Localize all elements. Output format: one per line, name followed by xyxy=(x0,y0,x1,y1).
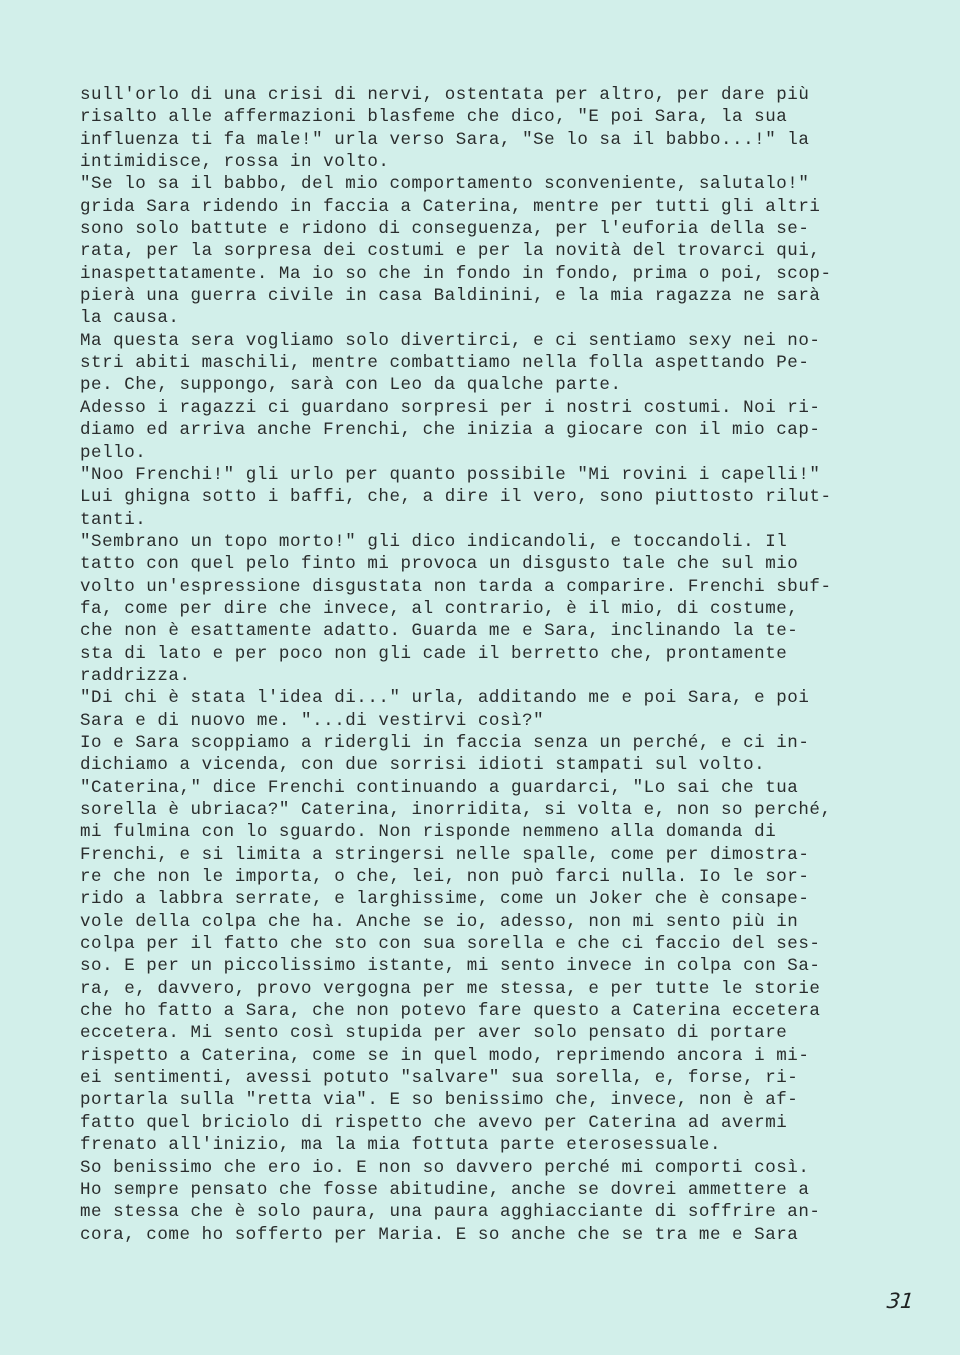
text-line: risalto alle affermazioni blasfeme che dico, "E poi Sara, la sua xyxy=(80,107,788,128)
text-line: mi fulmina con lo sguardo. Non risponde nemmeno alla domanda di xyxy=(80,822,777,843)
page-number: 31 xyxy=(885,1289,915,1313)
text-line: fa, come per dire che invece, al contrario, è il mio, di costume, xyxy=(80,598,799,619)
text-line: Ma questa sera vogliamo solo divertirci, e ci sentiamo sexy nei no- xyxy=(80,330,821,351)
text-line: Io e Sara scoppiamo a ridergli in faccia senza un perché, e ci in- xyxy=(80,732,810,753)
text-line: dichiamo a vicenda, con due sorrisi idioti stampati sul volto. xyxy=(80,755,766,776)
text-line: ei sentimenti, avessi potuto "salvare" sua sorella, e, forse, ri- xyxy=(80,1068,799,1089)
text-line: ra, e, davvero, provo vergogna per me stessa, e per tutte le storie xyxy=(80,978,821,999)
text-line: "Di chi è stata l'idea di..." urla, additando me e poi Sara, e poi xyxy=(80,688,810,709)
text-line: "Se lo sa il babbo, del mio comportamento sconveniente, salutalo!" xyxy=(80,174,810,195)
text-line: diamo ed arriva anche Frenchi, che inizia a giocare con il mio cap- xyxy=(80,420,821,441)
text-line: colpa per il fatto che sto con sua sorella e che ci faccio del ses- xyxy=(80,934,821,955)
text-line: pello. xyxy=(80,442,147,463)
text-line: tatto con quel pelo finto mi provoca un disgusto tale che sul mio xyxy=(80,554,799,575)
text-line: volto un'espressione disgustata non tarda a comparire. Frenchi sbuf- xyxy=(80,576,832,597)
text-line: frenato all'inizio, ma la mia fottuta parte eterosessuale. xyxy=(80,1135,721,1156)
text-line: Lui ghigna sotto i baffi, che, a dire il vero, sono piuttosto rilut- xyxy=(80,487,832,508)
text-line: sull'orlo di una crisi di nervi, ostentata per altro, per dare più xyxy=(80,85,810,105)
typewritten-text-body xyxy=(80,84,890,1246)
text-line: Frenchi, e si limita a stringersi nelle spalle, come per dimostra- xyxy=(80,844,810,865)
text-line: che non è esattamente adatto. Guarda me e Sara, inclinando la te- xyxy=(80,621,799,642)
text-line: rispetto a Caterina, come se in quel modo, reprimendo ancora i mi- xyxy=(80,1045,810,1066)
text-line: grida Sara ridendo in faccia a Caterina, mentre per tutti gli altri xyxy=(80,196,821,217)
text-line: "Noo Frenchi!" gli urlo per quanto possibile "Mi rovini i capelli!" xyxy=(80,464,821,485)
text-line: So benissimo che ero io. E non so davvero perché mi comporti così. xyxy=(80,1157,810,1178)
text-line: pe. Che, suppongo, sarà con Leo da qualche parte. xyxy=(80,375,622,396)
text-line: Ho sempre pensato che fosse abitudine, anche se dovrei ammettere a xyxy=(80,1179,810,1200)
text-line: tanti. xyxy=(80,509,147,530)
text-line: intimidisce, rossa in volto. xyxy=(80,152,390,173)
text-line: raddrizza. xyxy=(80,665,191,686)
text-line: re che non le importa, o che, lei, non può farci nulla. Io le sor- xyxy=(80,867,810,888)
text-line: "Sembrano un topo morto!" gli dico indicandoli, e toccandoli. Il xyxy=(80,531,788,552)
text-line: Sara e di nuovo me. "...di vestirvi così?" xyxy=(80,710,545,731)
text-line: "Caterina," dice Frenchi continuando a guardarci, "Lo sai che tua xyxy=(80,777,799,798)
text-line: so. E per un piccolissimo istante, mi sento invece in colpa con Sa- xyxy=(80,956,821,977)
text-line: eccetera. Mi sento così stupida per aver solo pensato di portare xyxy=(80,1023,788,1044)
text-line: fatto quel briciolo di rispetto che avevo per Caterina ad avermi xyxy=(80,1112,788,1133)
text-line: sorella è ubriaca?" Caterina, inorridita, si volta e, non so perché, xyxy=(80,800,832,820)
text-line: che ho fatto a Sara, che non potevo fare questo a Caterina eccetera xyxy=(80,1001,821,1022)
text-line: sono solo battute e ridono di conseguenza, per l'euforia della se- xyxy=(80,219,810,240)
text-line: inaspettatamente. Ma io so che in fondo in fondo, prima o poi, scop- xyxy=(80,263,832,284)
text-line: influenza ti fa male!" urla verso Sara, "Se lo sa il babbo...!" la xyxy=(80,129,810,150)
text-line: cora, come ho sofferto per Maria. E so anche che se tra me e Sara xyxy=(80,1224,799,1245)
text-line: rata, per la sorpresa dei costumi e per la novità del trovarci qui, xyxy=(80,241,821,262)
text-line: la causa. xyxy=(80,308,180,329)
text-line: pierà una guerra civile in casa Baldinini, e la mia ragazza ne sarà xyxy=(80,286,821,307)
text-line: vole della colpa che ha. Anche se io, adesso, non mi sento più in xyxy=(80,911,799,932)
text-line: portarla sulla "retta via". E so benissimo che, invece, non è af- xyxy=(80,1090,799,1111)
text-line: sta di lato e per poco non gli cade il berretto che, prontamente xyxy=(80,643,788,664)
text-line: Adesso i ragazzi ci guardano sorpresi per i nostri costumi. Noi ri- xyxy=(80,397,821,418)
text-line: me stessa che è solo paura, una paura agghiacciante di soffrire an- xyxy=(80,1202,821,1223)
text-line: rido a labbra serrate, e larghissime, come un Joker che è consape- xyxy=(80,889,810,910)
text-line: stri abiti maschili, mentre combattiamo nella folla aspettando Pe- xyxy=(80,353,810,374)
